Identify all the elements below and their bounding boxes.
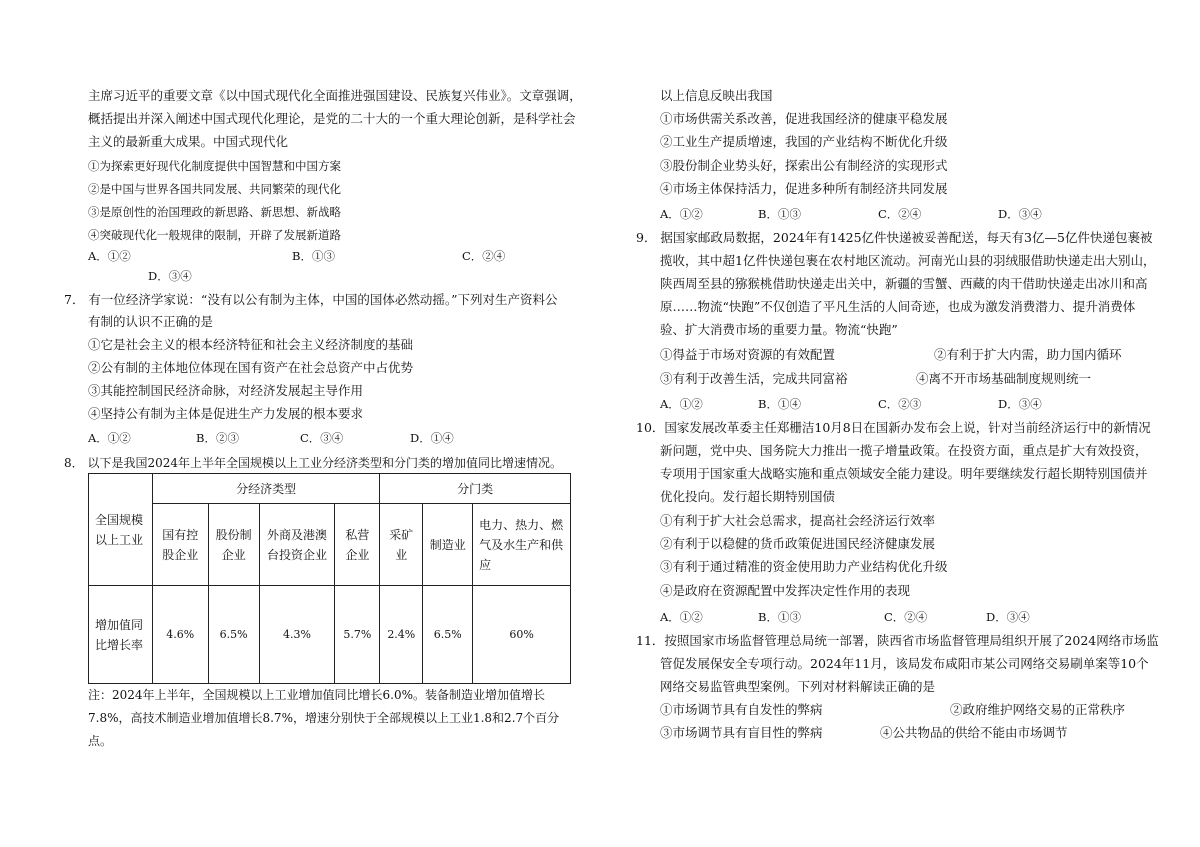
table-header-utilities: 电力、热力、燃气及水生产和供应 (473, 504, 571, 586)
q10-line-3: 专项用于国家重大战略实施和重点领域安全能力建设。明年要继续发行超长期特别国债并 (660, 466, 1148, 481)
q8-option-a[interactable]: A．①② (660, 207, 703, 221)
q10-option-d[interactable]: D．③④ (986, 610, 1030, 624)
intro-line-2: 概括提出并深入阐述中国式现代化理论，是党的二十大的一个重大理论创新，是科学社会 (88, 111, 576, 126)
q6-option-a[interactable]: A．①② (88, 249, 131, 263)
q9-option-b[interactable]: B．①④ (758, 397, 801, 411)
q9-line-2: 揽收，其中超1亿件快递包裹在农村地区流动。河南光山县的羽绒服借助快递走出大别山， (660, 253, 1156, 268)
q10-item-1: ①有利于扩大社会总需求，提高社会经济运行效率 (660, 513, 936, 528)
q8-option-b[interactable]: B．①③ (758, 207, 801, 221)
q10-line-1: 10．国家发展改革委主任郑栅洁10月8日在国新办发布会上说，针对当前经济运行中的新情况 (636, 420, 1151, 435)
growth-table (88, 473, 571, 684)
table-header-state-owned: 国有控股企业 (152, 504, 208, 586)
q11-item-4: ④公共物品的供给不能由市场调节 (880, 725, 1068, 740)
q9-item-3: ③有利于改善生活，完成共同富裕 (660, 371, 848, 386)
intro-line-1: 主席习近平的重要文章《以中国式现代化全面推进强国建设、民族复兴伟业》。文章强调， (88, 88, 582, 103)
q7-option-b[interactable]: B．②③ (196, 431, 239, 445)
q7-line-2: 有制的认识不正确的是 (88, 314, 214, 329)
q8-option-d[interactable]: D．③④ (998, 207, 1042, 221)
q9-line-5: 验、扩大消费市场的重要力量。物流“快跑” (660, 322, 898, 337)
q6-item-3: ③是原创性的治国理政的新思路、新思想、新战略 (88, 205, 341, 219)
q10-option-b[interactable]: B．①③ (758, 610, 801, 624)
table-value-mining: 2.4% (380, 586, 423, 684)
q8-option-c[interactable]: C．②④ (878, 207, 922, 221)
intro-line-3: 主义的最新重大成果。中国式现代化 (88, 134, 289, 149)
q6-option-c[interactable]: C．②④ (462, 249, 506, 263)
q10-item-3: ③有利于通过精准的资金使用助力产业结构优化升级 (660, 559, 948, 574)
table-value-utilities: 60% (473, 586, 571, 684)
q11-item-1: ①市场调节具有自发性的弊病 (660, 702, 823, 717)
q6-option-d[interactable]: D．③④ (148, 269, 192, 283)
q9-line-4: 原……物流“快跑”不仅创造了平凡生活的人间奇迹，也成为激发消费潜力、提升消费体 (660, 299, 1136, 314)
table-value-state-owned: 4.6% (152, 586, 208, 684)
q10-item-4: ④是政府在资源配置中发挥决定性作用的表现 (660, 583, 911, 598)
q7-item-2: ②公有制的主体地位体现在国有资产在社会总资产中占优势 (88, 360, 414, 375)
q9-item-2: ②有利于扩大内需，助力国内循环 (934, 347, 1122, 362)
table-header-foreign: 外商及港澳台投资企业 (259, 504, 335, 586)
q7-option-a[interactable]: A．①② (88, 431, 131, 445)
table-value-joint-stock: 6.5% (208, 586, 259, 684)
table-value-manufacturing: 6.5% (423, 586, 473, 684)
table-header-private: 私营企业 (335, 504, 380, 586)
q10-line-2: 新问题，党中央、国务院大力推出一揽子增量政策。在投资方面，重点是扩大有效投资， (660, 443, 1148, 458)
q6-item-4: ④突破现代化一般规律的限制，开辟了发展新道路 (88, 228, 341, 242)
q9-option-a[interactable]: A．①② (660, 397, 703, 411)
table-corner-cell: 全国规模以上工业 (89, 474, 153, 586)
q11-item-3: ③市场调节具有盲目性的弊病 (660, 725, 823, 740)
q8-item-4: ④市场主体保持活力，促进多种所有制经济共同发展 (660, 181, 948, 196)
note-line-2: 7.8%，高技术制造业增加值增长8.7%，增速分别快于全部规模以上工业1.8和2.7个百分 (88, 711, 560, 725)
q7-line-1: 7． 有一位经济学家说：“没有以公有制为主体，中国的国体必然动摇。”下列对生产资料公 (64, 292, 558, 307)
q10-option-c[interactable]: C．②④ (884, 610, 928, 624)
table-header-manufacturing: 制造业 (423, 504, 473, 586)
q11-line-3: 网络交易监管典型案例。下列对材料解读正确的是 (660, 679, 936, 694)
q7-item-3: ③其能控制国民经济命脉，对经济发展起主导作用 (88, 383, 364, 398)
q7-item-1: ①它是社会主义的根本经济特征和社会主义经济制度的基础 (88, 337, 414, 352)
table-header-mining: 采矿业 (380, 504, 423, 586)
q7-item-4: ④坚持公有制为主体是促进生产力发展的根本要求 (88, 406, 364, 421)
note-line-3: 点。 (88, 734, 113, 748)
q10-option-a[interactable]: A．①② (660, 610, 703, 624)
q7-option-c[interactable]: C．③④ (300, 431, 344, 445)
table-group-economic-type: 分经济类型 (152, 474, 380, 504)
q9-option-c[interactable]: C．②③ (878, 397, 922, 411)
q8-intro: 8． 以下是我国2024年上半年全国规模以上工业分经济类型和分门类的增加值同比增速情况。 (64, 456, 562, 470)
q8-item-1: ①市场供需关系改善，促进我国经济的健康平稳发展 (660, 111, 948, 126)
q9-line-1: 9． 据国家邮政局数据，2024年有1425亿件快递被妥善配送，每天有3亿—5亿件快递包裹被 (636, 230, 1153, 245)
q9-option-d[interactable]: D．③④ (998, 397, 1042, 411)
table-group-sector: 分门类 (380, 474, 571, 504)
note-line-1: 注：2024年上半年，全国规模以上工业增加值同比增长6.0%。装备制造业增加值增长 (88, 688, 546, 702)
q8-item-3: ③股份制企业势头好，探索出公有制经济的实现形式 (660, 158, 948, 173)
q9-item-1: ①得益于市场对资源的有效配置 (660, 347, 836, 362)
q6-item-2: ②是中国与世界各国共同发展、共同繁荣的现代化 (88, 182, 341, 196)
q11-line-2: 管促发展保安全专项行动。2024年11月，该局发布咸阳市某公司网络交易刷单案等10个 (660, 656, 1149, 671)
table-value-private: 5.7% (335, 586, 380, 684)
q11-item-2: ②政府维护网络交易的正常秩序 (950, 702, 1126, 717)
q10-line-4: 优化投向。发行超长期特别国债 (660, 489, 836, 504)
q6-item-1: ①为探索更好现代化制度提供中国智慧和中国方案 (88, 159, 341, 173)
q8-continuation: 以上信息反映出我国 (660, 88, 773, 103)
table-header-joint-stock: 股份制企业 (208, 504, 259, 586)
q7-option-d[interactable]: D．①④ (410, 431, 454, 445)
q9-line-3: 陕西周至县的猕猴桃借助快递走出关中，新疆的雪蟹、西藏的肉干借助快递走出冰川和高 (660, 276, 1148, 291)
q8-item-2: ②工业生产提质增速，我国的产业结构不断优化升级 (660, 134, 948, 149)
table-value-foreign: 4.3% (259, 586, 335, 684)
q9-item-4: ④离不开市场基础制度规则统一 (916, 371, 1092, 386)
q11-line-1: 11．按照国家市场监督管理总局统一部署，陕西省市场监督管理局组织开展了2024网络市场监 (636, 633, 1159, 648)
table-row-label: 增加值同比增长率 (89, 586, 153, 684)
q6-option-b[interactable]: B．①③ (292, 249, 335, 263)
q10-item-2: ②有利于以稳健的货币政策促进国民经济健康发展 (660, 536, 936, 551)
